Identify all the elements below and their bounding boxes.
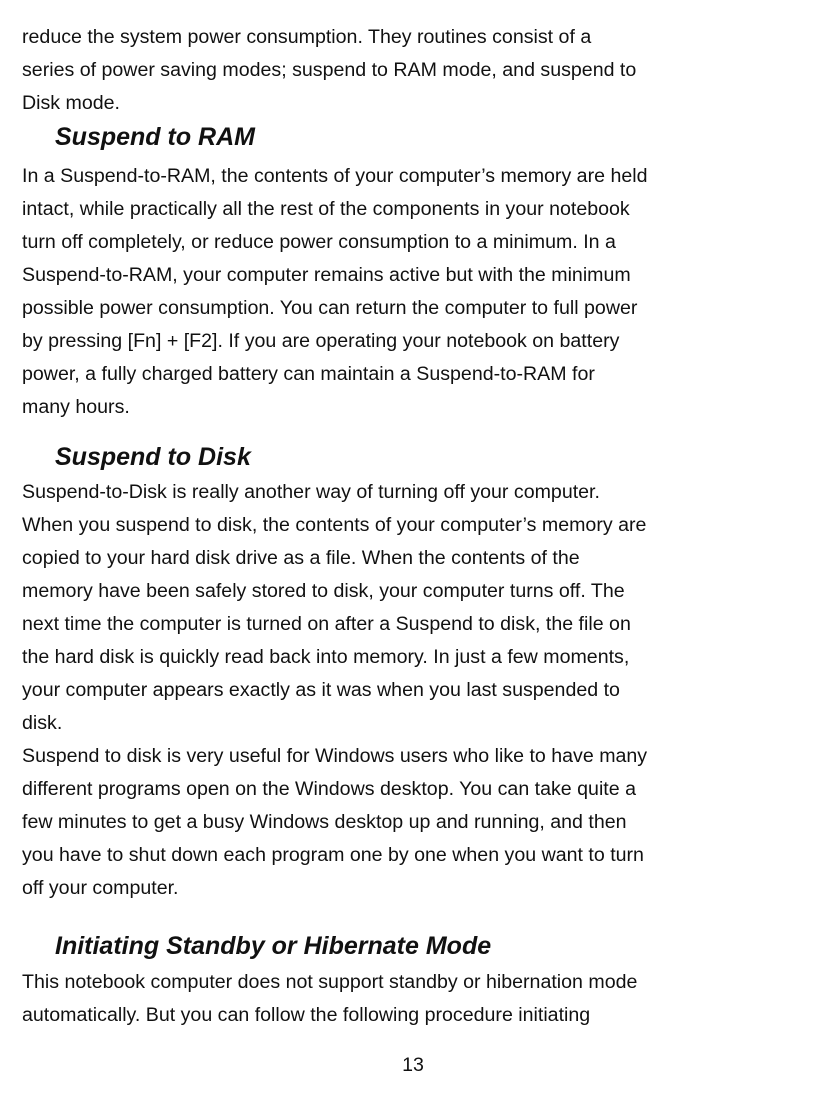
text-line: Suspend-to-Disk is really another way of turning off your computer. — [22, 481, 600, 503]
text-line: by pressing [Fn] + [F2]. If you are operating your notebook on battery — [22, 330, 620, 352]
suspend-to-disk-paragraph — [22, 476, 647, 905]
text-line: This notebook computer does not support standby or hibernation mode — [22, 971, 638, 993]
text-line: memory have been safely stored to disk, your computer turns off. The — [22, 580, 625, 602]
text-line: the hard disk is quickly read back into memory. In just a few moments, — [22, 646, 630, 668]
text-line: reduce the system power consumption. They routines consist of a — [22, 26, 592, 48]
text-line: copied to your hard disk drive as a file. When the contents of the — [22, 547, 580, 569]
text-line: you have to shut down each program one by one when you want to turn — [22, 844, 644, 866]
text-line: your computer appears exactly as it was when you last suspended to — [22, 679, 620, 701]
heading-initiating-standby: Initiating Standby or Hibernate Mode — [55, 932, 492, 960]
text-line: When you suspend to disk, the contents of your computer’s memory are — [22, 514, 647, 536]
text-line: next time the computer is turned on after a Suspend to disk, the file on — [22, 613, 631, 635]
suspend-to-ram-paragraph — [22, 160, 648, 424]
text-line: many hours. — [22, 396, 130, 418]
text-line: few minutes to get a busy Windows desktop up and running, and then — [22, 811, 627, 833]
text-line: automatically. But you can follow the following procedure initiating — [22, 1004, 591, 1026]
text-line: disk. — [22, 712, 63, 734]
page-number: 13 — [402, 1054, 424, 1076]
text-line: Suspend-to-RAM, your computer remains active but with the minimum — [22, 264, 631, 286]
text-line: In a Suspend-to-RAM, the contents of your computer’s memory are held — [22, 165, 648, 187]
text-line: power, a fully charged battery can maintain a Suspend-to-RAM for — [22, 363, 595, 385]
intro-paragraph — [22, 21, 636, 120]
text-line: series of power saving modes; suspend to RAM mode, and suspend to — [22, 59, 637, 81]
text-line: Suspend to disk is very useful for Windows users who like to have many — [22, 745, 648, 767]
heading-suspend-to-disk: Suspend to Disk — [55, 443, 251, 471]
text-line: different programs open on the Windows desktop. You can take quite a — [22, 778, 636, 800]
heading-suspend-to-ram: Suspend to RAM — [55, 123, 255, 151]
standby-paragraph — [22, 966, 637, 1032]
text-line: turn off completely, or reduce power consumption to a minimum. In a — [22, 231, 616, 253]
text-line: intact, while practically all the rest of the components in your notebook — [22, 198, 630, 220]
text-line: possible power consumption. You can return the computer to full power — [22, 297, 638, 319]
text-line: Disk mode. — [22, 92, 120, 114]
text-line: off your computer. — [22, 877, 179, 899]
